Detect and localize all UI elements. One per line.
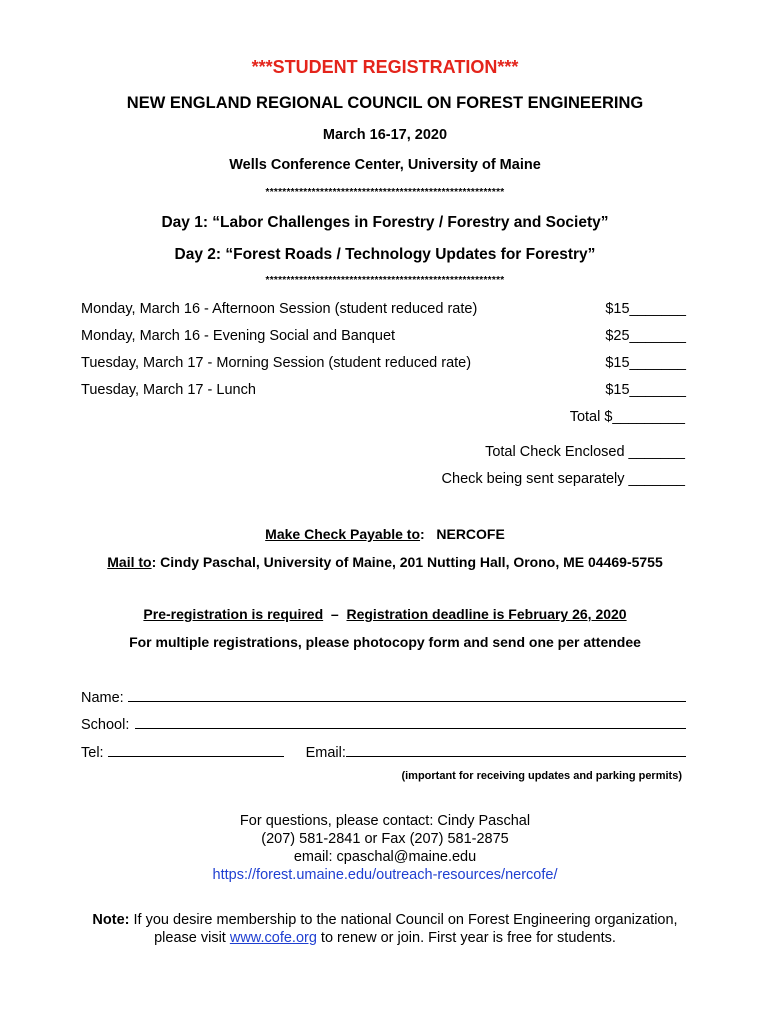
page-title: ***STUDENT REGISTRATION*** bbox=[251, 57, 519, 77]
fee-label: Monday, March 16 - Evening Social and Banquet bbox=[81, 328, 396, 344]
email-label: Email: bbox=[305, 745, 346, 761]
mail-to-line bbox=[0, 554, 770, 570]
note-line-2 bbox=[0, 930, 770, 946]
fee-price[interactable]: $15_______ bbox=[605, 301, 686, 317]
payable-colon: : bbox=[420, 526, 437, 542]
note-text-1: If you desire membership to the national Council on Forest Engineering organization, bbox=[129, 912, 678, 928]
note-text-2-post: to renew or join. First year is free for students. bbox=[316, 930, 616, 946]
fee-row bbox=[81, 382, 686, 402]
cofe-link[interactable]: www.cofe.org bbox=[229, 930, 317, 946]
registration-deadline: Registration deadline is February 26, 2020 bbox=[346, 606, 627, 622]
fee-label: Monday, March 16 - Afternoon Session (student reduced rate) bbox=[81, 301, 478, 317]
payable-line bbox=[0, 526, 770, 542]
tel-input[interactable] bbox=[108, 742, 284, 757]
fee-label: Tuesday, March 17 - Lunch bbox=[81, 382, 256, 398]
event-venue: Wells Conference Center, University of Maine bbox=[229, 157, 541, 173]
fee-price[interactable]: $25_______ bbox=[605, 328, 686, 344]
note-text-2-pre: please visit bbox=[154, 930, 230, 946]
school-label: School: bbox=[81, 717, 130, 733]
day2-theme: Day 2: “Forest Roads / Technology Updates for Forestry” bbox=[174, 246, 596, 263]
event-dates: March 16-17, 2020 bbox=[322, 127, 448, 143]
fee-row bbox=[81, 328, 686, 348]
prereg-dash: – bbox=[323, 606, 347, 622]
school-row bbox=[81, 714, 686, 734]
name-row bbox=[81, 687, 686, 707]
school-input[interactable] bbox=[135, 714, 686, 729]
payable-value: NERCOFE bbox=[436, 526, 505, 542]
mail-address: : Cindy Paschal, University of Maine, 201 Nutting Hall, Orono, ME 04469-5755 bbox=[151, 554, 663, 570]
email-importance-note: (important for receiving updates and parking permits) bbox=[401, 770, 682, 782]
contact-line-3: email: cpaschal@maine.edu bbox=[293, 849, 477, 865]
fee-row bbox=[81, 355, 686, 375]
tel-label: Tel: bbox=[81, 745, 104, 761]
mail-label: Mail to bbox=[107, 554, 152, 570]
contact-line-2: (207) 581-2841 or Fax (207) 581-2875 bbox=[261, 831, 509, 847]
fee-price[interactable]: $15_______ bbox=[605, 382, 686, 398]
contact-line-1: For questions, please contact: Cindy Paschal bbox=[239, 813, 531, 829]
payable-label: Make Check Payable to bbox=[265, 526, 421, 542]
council-name: NEW ENGLAND REGIONAL COUNCIL ON FOREST ENGINEERING bbox=[126, 94, 644, 112]
star-divider-bottom: ********************************************************* bbox=[265, 275, 505, 286]
star-divider-top: ********************************************************* bbox=[265, 187, 505, 198]
multiple-registrations-note: For multiple registrations, please photocopy form and send one per attendee bbox=[129, 634, 641, 650]
prereg-line bbox=[0, 606, 770, 622]
nercofe-url-link[interactable]: https://forest.umaine.edu/outreach-resources/nercofe/ bbox=[212, 867, 558, 883]
name-input[interactable] bbox=[128, 687, 686, 702]
check-separate-field[interactable]: Check being sent separately _______ bbox=[441, 471, 685, 487]
check-enclosed-field[interactable]: Total Check Enclosed _______ bbox=[485, 444, 685, 460]
email-input[interactable] bbox=[346, 742, 686, 757]
prereg-required: Pre-registration is required bbox=[143, 606, 324, 622]
tel-email-row bbox=[81, 742, 686, 762]
fee-row bbox=[81, 301, 686, 321]
total-field[interactable]: Total $_________ bbox=[569, 409, 685, 425]
fee-label: Tuesday, March 17 - Morning Session (student reduced rate) bbox=[81, 355, 472, 371]
day1-theme: Day 1: “Labor Challenges in Forestry / Forestry and Society” bbox=[161, 214, 609, 231]
note-label: Note: bbox=[92, 912, 130, 928]
name-label: Name: bbox=[81, 690, 124, 706]
fee-price[interactable]: $15_______ bbox=[605, 355, 686, 371]
note-line-1 bbox=[0, 912, 770, 928]
